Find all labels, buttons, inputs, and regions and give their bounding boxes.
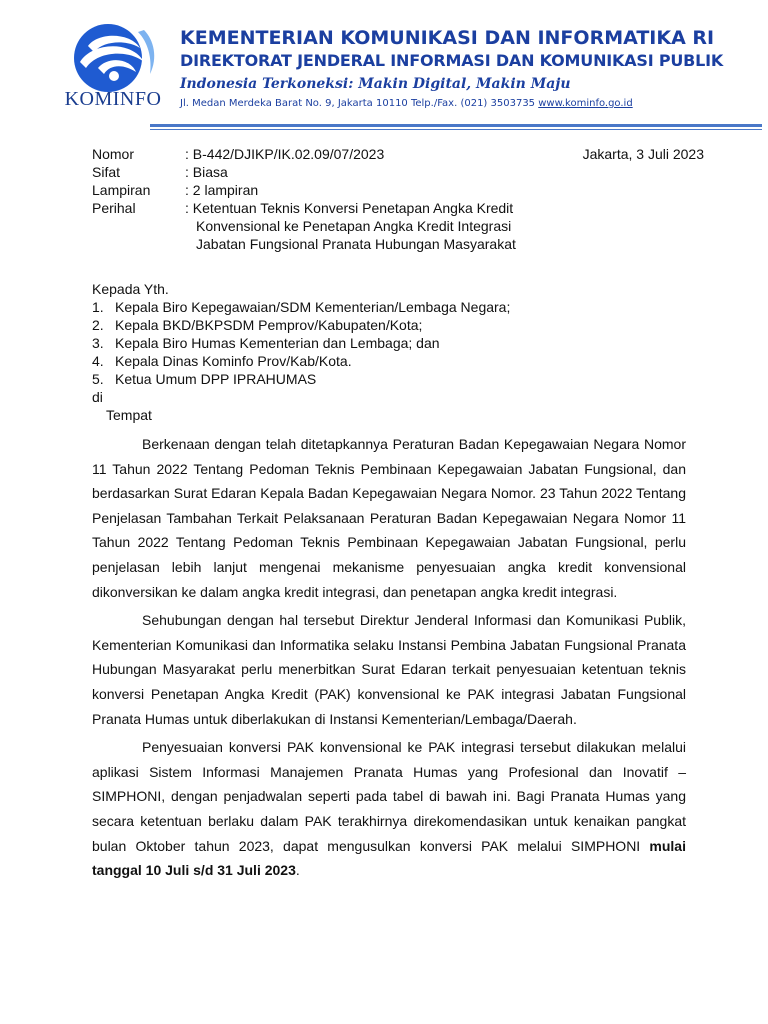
list-number: 4. [92, 353, 104, 369]
meta-lampiran [92, 181, 712, 199]
meta-sifat [92, 163, 712, 181]
ministry-name: KEMENTERIAN KOMUNIKASI DAN INFORMATIKA RI [180, 27, 715, 49]
header-rule-thick [150, 124, 762, 127]
perihal-line-3: Jabatan Fungsional Pranata Hubungan Masyarakat [196, 236, 516, 252]
lampiran-label: Lampiran [92, 182, 151, 198]
website-link[interactable]: www.kominfo.go.id [538, 98, 633, 109]
list-text: Kepala BKD/BKPSDM Pemprov/Kabupaten/Kota; [115, 317, 423, 333]
address [180, 96, 760, 112]
list-number: 1. [92, 299, 104, 315]
meta-perihal-2 [92, 217, 712, 235]
list-number: 3. [92, 335, 104, 351]
list-number: 2. [92, 317, 104, 333]
perihal-line-2: Konvensional ke Penetapan Angka Kredit Integrasi [196, 218, 512, 234]
list-text: Ketua Umum DPP IPRAHUMAS [115, 371, 317, 387]
paragraph-3 [92, 735, 686, 883]
meta-perihal-3 [92, 235, 712, 253]
list-item [92, 370, 510, 388]
tagline: Indonesia Terkoneksi: Makin Digital, Makin Maju [180, 76, 571, 92]
recipients-block [92, 280, 510, 424]
list-number: 5. [92, 371, 104, 387]
list-text: Kepala Biro Kepegawaian/SDM Kementerian/Lembaga Negara; [115, 299, 511, 315]
letterhead-text [180, 26, 760, 112]
meta-nomor [92, 145, 712, 163]
sifat-value: : Biasa [185, 164, 228, 180]
header-rule-thin [150, 129, 762, 130]
lampiran-value: : 2 lampiran [185, 182, 259, 198]
kominfo-logo [58, 18, 168, 118]
paragraph-2: Sehubungan dengan hal tersebut Direktur Jenderal Informasi dan Komunikasi Publik, Kementerian Komunikasi dan Informatika selaku Instansi Pembina Jabatan Fungsional Pranata Hubungan Masyarakat perlu menerbitkan Surat Edaran terkait penyesuaian ketentuan teknis konversi Penetapan Angka Kredit (PAK) konvensional ke PAK integrasi Jabatan Fungsional Pranata Humas untuk diberlakukan di Instansi Kementerian/Lembaga/Daerah. [92, 612, 686, 727]
list-item [92, 352, 510, 370]
meta-perihal [92, 199, 712, 217]
nomor-label: Nomor [92, 146, 135, 162]
logo-text: KOMINFO [64, 88, 162, 110]
paragraph-3-text: Penyesuaian konversi PAK konvensional ke PAK integrasi tersebut dilakukan melalui aplikasi Sistem Informasi Manajemen Pranata Humas yang Profesional dan Inovatif – SIMPHONI, dengan penjadwalan seperti pada tabel di bawah ini. Bagi Pranata Humas yang secara ketentuan berlaku dalam PAK terakhirnya direkomendasikan untuk kenaikan pangkat bulan Oktober tahun 2023, dapat mengusulkan konversi PAK melalui SIMPHONI [92, 739, 686, 854]
letter-date: Jakarta, 3 Juli 2023 [582, 146, 704, 162]
sifat-label: Sifat [92, 164, 121, 180]
salutation: Kepada Yth. [92, 281, 169, 297]
list-text: Kepala Dinas Kominfo Prov/Kab/Kota. [115, 353, 352, 369]
letter-body [92, 432, 686, 887]
list-item [92, 334, 510, 352]
perihal-line-1: : Ketentuan Teknis Konversi Penetapan Angka Kredit [185, 200, 514, 216]
schedule-highlight: mulai tanggal 10 Juli s/d 31 Juli 2023 [92, 837, 686, 879]
perihal-label: Perihal [92, 200, 136, 216]
kominfo-logo-icon [58, 18, 168, 93]
list-item [92, 298, 510, 316]
list-item [92, 316, 510, 334]
directorate-name: DIREKTORAT JENDERAL INFORMASI DAN KOMUNIKASI PUBLIK [180, 51, 724, 70]
di-label: di [92, 389, 103, 405]
letter-meta [92, 145, 712, 253]
paragraph-3-end: . [295, 862, 300, 879]
address-text: Jl. Medan Merdeka Barat No. 9, Jakarta 10110 Telp./Fax. (021) 3503735 [180, 98, 539, 109]
nomor-value: : B-442/DJIKP/IK.02.09/07/2023 [185, 146, 385, 162]
list-text: Kepala Biro Humas Kementerian dan Lembaga; dan [115, 335, 440, 351]
tempat-label: Tempat [106, 407, 152, 423]
paragraph-1: Berkenaan dengan telah ditetapkannya Peraturan Badan Kepegawaian Negara Nomor 11 Tahun 2022 Tentang Pedoman Teknis Pembinaan Kepegawaian Jabatan Fungsional, dan berdasarkan Surat Edaran Kepala Badan Kepegawaian Negara Nomor. 23 Tahun 2022 Tentang Penjelasan Tambahan Terkait Pelaksanaan Peraturan Badan Kepegawaian Negara Nomor 11 Tahun 2022 Tentang Pedoman Teknis Pembinaan Kepegawaian Jabatan Fungsional, perlu penjelasan lebih lanjut mengenai mekanisme penyesuaian angka kredit konvensional dikonversikan ke dalam angka kredit integrasi, dan penetapan angka kredit integrasi. [92, 436, 686, 600]
